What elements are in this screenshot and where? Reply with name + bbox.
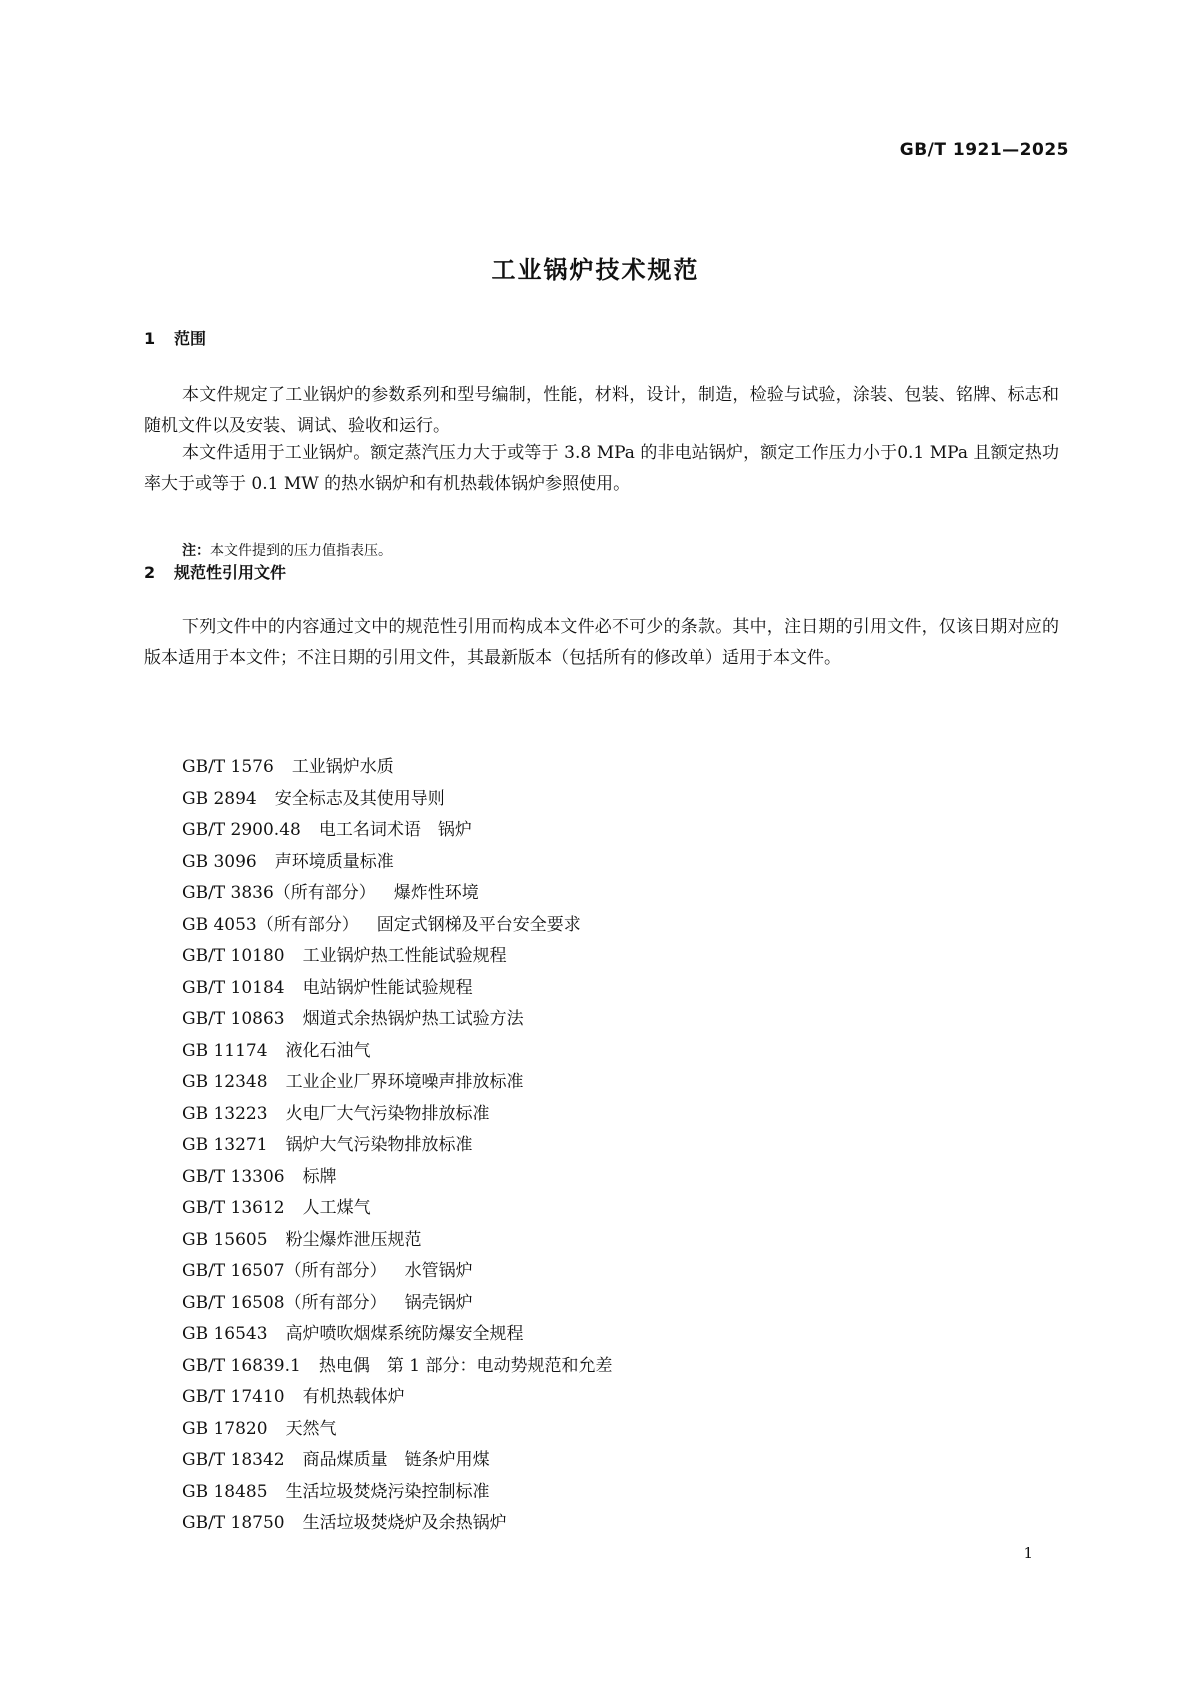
reference-item bbox=[182, 1004, 612, 1036]
reference-code: GB/T 16507（所有部分） bbox=[182, 1261, 387, 1281]
reference-title: 爆炸性环境 bbox=[393, 883, 479, 903]
reference-title: 安全标志及其使用导则 bbox=[274, 788, 445, 809]
reference-item bbox=[182, 815, 612, 847]
reference-list bbox=[182, 752, 612, 1540]
reference-item bbox=[182, 1130, 612, 1162]
note-label: 注： bbox=[182, 543, 210, 559]
section-1-title: 范围 bbox=[174, 329, 207, 348]
document-title: 工业锅炉技术规范 bbox=[491, 256, 700, 284]
reference-item bbox=[182, 1319, 612, 1351]
reference-title: 工业锅炉热工性能试验规程 bbox=[302, 946, 507, 966]
reference-code: GB 16543 bbox=[182, 1324, 268, 1344]
reference-code: GB 15605 bbox=[182, 1229, 268, 1250]
reference-title: 有机热载体炉 bbox=[302, 1387, 405, 1407]
reference-title: 人工煤气 bbox=[302, 1198, 371, 1218]
reference-item bbox=[182, 1508, 612, 1540]
reference-item bbox=[182, 1036, 612, 1068]
reference-code: GB/T 13612 bbox=[182, 1198, 285, 1218]
reference-item bbox=[182, 910, 612, 942]
reference-code: GB/T 1576 bbox=[182, 757, 274, 777]
section-1-number: 1 bbox=[144, 329, 156, 348]
reference-item bbox=[182, 1351, 612, 1383]
reference-item bbox=[182, 1414, 612, 1446]
reference-title: 粉尘爆炸泄压规范 bbox=[285, 1229, 422, 1250]
reference-item bbox=[182, 1099, 612, 1131]
section-1-heading bbox=[144, 326, 206, 349]
section-1-paragraph-2: 本文件适用于工业锅炉。额定蒸汽压力大于或等于 3.8 MPa 的非电站锅炉，额定工作压力小于0.1 MPa 且额定热功率大于或等于 0.1 MW 的热水锅炉和有机热载体锅炉参照使用。 bbox=[144, 443, 1059, 494]
section-2-intro: 下列文件中的内容通过文中的规范性引用而构成本文件必不可少的条款。其中，注日期的引用文件，仅该日期对应的版本适用于本文件；不注日期的引用文件，其最新版本（包括所有的修改单）适用于本文件。 bbox=[144, 617, 1059, 668]
reference-code: GB 17820 bbox=[182, 1418, 268, 1439]
reference-code: GB/T 18342 bbox=[182, 1450, 285, 1470]
reference-title: 生活垃圾焚烧污染控制标准 bbox=[285, 1481, 490, 1502]
reference-item bbox=[182, 784, 612, 816]
reference-title: 火电厂大气污染物排放标准 bbox=[285, 1103, 490, 1124]
reference-item bbox=[182, 1067, 612, 1099]
reference-title: 热电偶 第 1 部分：电动势规范和允差 bbox=[318, 1355, 613, 1376]
reference-code: GB 13223 bbox=[182, 1103, 268, 1124]
reference-title: 标牌 bbox=[302, 1166, 337, 1187]
reference-code: GB/T 17410 bbox=[182, 1387, 285, 1407]
reference-code: GB 12348 bbox=[182, 1072, 268, 1092]
note bbox=[182, 540, 392, 560]
section-2-title: 规范性引用文件 bbox=[174, 563, 287, 582]
reference-title: 固定式钢梯及平台安全要求 bbox=[376, 914, 581, 935]
reference-code: GB/T 2900.48 bbox=[182, 820, 301, 840]
reference-title: 锅壳锅炉 bbox=[404, 1292, 473, 1313]
reference-code: GB/T 13306 bbox=[182, 1166, 285, 1187]
reference-item bbox=[182, 847, 612, 879]
reference-title: 电站锅炉性能试验规程 bbox=[302, 977, 473, 998]
reference-item bbox=[182, 1193, 612, 1225]
reference-title: 烟道式余热锅炉热工试验方法 bbox=[302, 1009, 524, 1029]
reference-title: 电工名词术语 锅炉 bbox=[318, 820, 472, 840]
section-2-heading bbox=[144, 560, 286, 583]
reference-title: 锅炉大气污染物排放标准 bbox=[285, 1135, 473, 1155]
page-number: 1 bbox=[1023, 1544, 1033, 1562]
reference-code: GB/T 18750 bbox=[182, 1513, 285, 1533]
reference-code: GB 13271 bbox=[182, 1135, 268, 1155]
reference-title: 液化石油气 bbox=[285, 1040, 371, 1061]
reference-code: GB 11174 bbox=[182, 1040, 268, 1061]
reference-item bbox=[182, 878, 612, 910]
reference-code: GB/T 3836（所有部分） bbox=[182, 883, 376, 903]
reference-code: GB 4053（所有部分） bbox=[182, 914, 359, 935]
section-1-paragraph-1: 本文件规定了工业锅炉的参数系列和型号编制，性能，材料，设计，制造，检验与试验，涂装、包装、铭牌、标志和随机文件以及安装、调试、验收和运行。 bbox=[144, 385, 1059, 436]
note-text: 本文件提到的压力值指表压。 bbox=[210, 543, 392, 559]
reference-item bbox=[182, 1477, 612, 1509]
reference-item bbox=[182, 1288, 612, 1320]
reference-code: GB/T 16839.1 bbox=[182, 1355, 301, 1376]
reference-code: GB/T 10184 bbox=[182, 977, 285, 998]
reference-title: 高炉喷吹烟煤系统防爆安全规程 bbox=[285, 1324, 524, 1344]
reference-code: GB 3096 bbox=[182, 851, 257, 872]
reference-title: 商品煤质量 链条炉用煤 bbox=[302, 1450, 490, 1470]
reference-title: 生活垃圾焚烧炉及余热锅炉 bbox=[302, 1513, 507, 1533]
section-2-number: 2 bbox=[144, 563, 156, 582]
reference-item bbox=[182, 1445, 612, 1477]
reference-title: 天然气 bbox=[285, 1418, 337, 1439]
reference-item bbox=[182, 941, 612, 973]
reference-item bbox=[182, 1256, 612, 1288]
reference-code: GB/T 10180 bbox=[182, 946, 285, 966]
standard-number: GB/T 1921—2025 bbox=[899, 140, 1069, 160]
reference-item bbox=[182, 1382, 612, 1414]
reference-item bbox=[182, 1225, 612, 1257]
reference-item bbox=[182, 752, 612, 784]
reference-code: GB/T 16508（所有部分） bbox=[182, 1292, 387, 1313]
reference-title: 工业企业厂界环境噪声排放标准 bbox=[285, 1072, 524, 1092]
reference-code: GB 18485 bbox=[182, 1481, 268, 1502]
reference-title: 工业锅炉水质 bbox=[291, 757, 394, 777]
reference-code: GB 2894 bbox=[182, 788, 257, 809]
reference-item bbox=[182, 1162, 612, 1194]
reference-title: 水管锅炉 bbox=[404, 1261, 473, 1281]
reference-code: GB/T 10863 bbox=[182, 1009, 285, 1029]
reference-item bbox=[182, 973, 612, 1005]
reference-title: 声环境质量标准 bbox=[274, 851, 394, 872]
